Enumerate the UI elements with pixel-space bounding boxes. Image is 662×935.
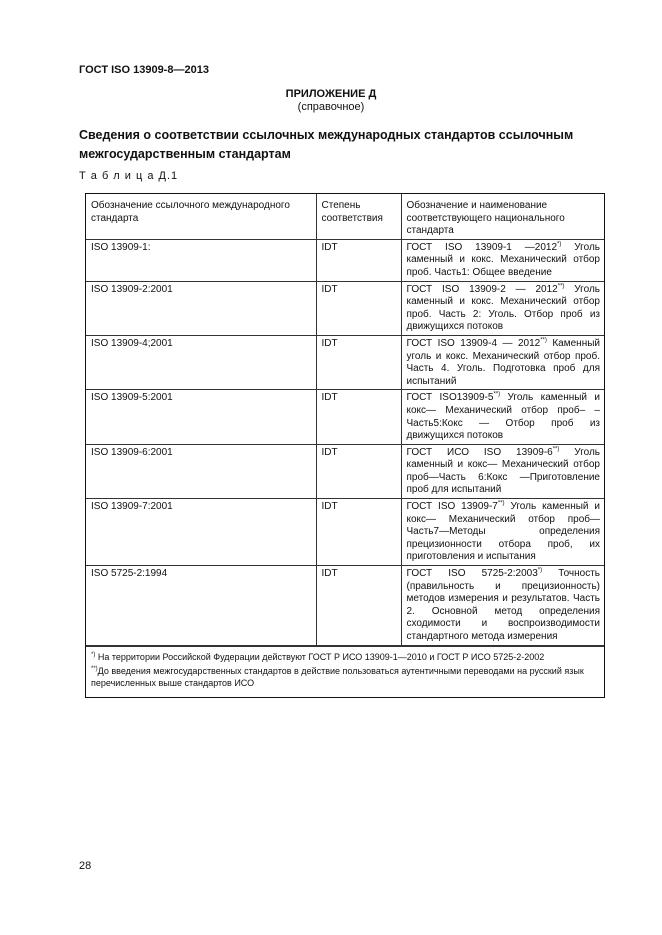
footnote-reference: **) xyxy=(497,500,505,507)
reference-standard-cell: ISO 13909-6:2001 xyxy=(86,444,316,498)
footnote-text: На территории Российской Фудерации действуют ГОСТ Р ИСО 13909-1—2010 и ГОСТ Р ИСО 5725-2-2002 xyxy=(95,651,545,662)
national-standard-cell xyxy=(401,335,604,389)
reference-standard-cell: ISO 13909-2:2001 xyxy=(86,281,316,335)
degree-cell: IDT xyxy=(316,566,401,646)
footnote-mark: **) xyxy=(91,665,98,672)
national-standard-cell xyxy=(401,444,604,498)
degree-cell: IDT xyxy=(316,281,401,335)
reference-standard-cell: ISO 13909-1: xyxy=(86,239,316,281)
section-title: Сведения о соответствии ссылочных международных стандартов ссылочным межгосударственным стандартам xyxy=(79,128,574,161)
table-footnotes xyxy=(86,646,604,697)
degree-cell: IDT xyxy=(316,499,401,566)
footnote-reference: *) xyxy=(557,241,562,248)
footnote-text: До введения межгосударственных стандартов в действие пользоваться аутентичными переводами на русский язык перечисленных выше стандартов ИСО xyxy=(91,665,584,688)
national-standard-cell xyxy=(401,281,604,335)
table-row xyxy=(86,281,604,335)
table-row xyxy=(86,444,604,498)
degree-cell: IDT xyxy=(316,335,401,389)
table-header-row xyxy=(86,194,604,239)
national-standard-cell xyxy=(401,239,604,281)
national-standard-code: ГОСТ ИСО ISO 13909-6 xyxy=(406,446,553,458)
document-code: ГОСТ ISO 13909-8—2013 xyxy=(79,64,209,76)
reference-standard-cell: ISO 13909-7:2001 xyxy=(86,499,316,566)
national-standard-cell xyxy=(401,499,604,566)
table-row xyxy=(86,239,604,281)
national-standard-title: Уголь каменный и кокс— Механический отбор проб– –Часть5:Кокс — Отбор проб из движущихся потоков xyxy=(406,392,600,442)
national-standard-code: ГОСТ ISO 13909-7 xyxy=(406,501,498,513)
header-national-standard: Обозначение и наименование соответствующего национального стандарта xyxy=(401,194,604,239)
footnote-mark: *) xyxy=(91,651,96,658)
table-row xyxy=(86,566,604,646)
national-standard-code: ГОСТ ISO 13909-1 —2012 xyxy=(406,241,558,253)
footnote-reference: **) xyxy=(540,337,547,344)
footnote-reference: **) xyxy=(493,391,501,398)
table-label: Т а б л и ц а Д.1 xyxy=(79,170,179,182)
appendix-title: ПРИЛОЖЕНИЕ Д xyxy=(285,88,377,100)
national-standard-code: ГОСТ ISO 13909-2 — 2012 xyxy=(406,283,558,295)
footnote xyxy=(91,651,599,663)
national-standard-code: ГОСТ ISO 13909-4 — 2012 xyxy=(406,337,541,349)
footnote-reference: **) xyxy=(557,283,565,290)
national-standard-code: ГОСТ ISO13909-5 xyxy=(406,392,494,404)
national-standard-code: ГОСТ ISO 5725-2:2003 xyxy=(406,568,538,580)
footnote-reference: **) xyxy=(552,446,560,453)
appendix-subtitle: (справочное) xyxy=(297,101,365,113)
national-standard-cell xyxy=(401,390,604,444)
national-standard-title: Уголь каменный и кокс. Механический отбор проб. Часть1: Общее введение xyxy=(406,241,600,278)
reference-standard-cell: ISO 13909-5:2001 xyxy=(86,390,316,444)
table-row xyxy=(86,335,604,389)
national-standard-title: Уголь каменный и кокс— Механический отбор проб—Часть 6:Кокс —Приготовление проб для испытаний xyxy=(406,446,601,496)
degree-cell: IDT xyxy=(316,239,401,281)
degree-cell: IDT xyxy=(316,390,401,444)
reference-standard-cell: ISO 5725-2:1994 xyxy=(86,566,316,646)
page-number: 28 xyxy=(79,860,92,872)
national-standard-title: Каменный уголь и кокс. Механический отбор проб. Часть 4. Уголь. Подготовка проб для испытаний xyxy=(406,337,600,387)
table-row xyxy=(86,390,604,444)
national-standard-title: Уголь каменный и кокс. Механический отбор проб. Часть 2: Уголь. Отбор проб из движущихся потоков xyxy=(406,283,600,333)
footnote xyxy=(91,665,599,689)
national-standard-cell xyxy=(401,566,604,646)
national-standard-title: Точность (правильность и прецизионность) методов измерения и результатов. Часть 2. Основной метод определения сходимости и воспроизводимости стандартного метода измерения xyxy=(406,568,601,642)
reference-standard-cell: ISO 13909-4;2001 xyxy=(86,335,316,389)
header-degree: Степень соответствия xyxy=(316,194,401,239)
correspondence-table xyxy=(85,193,605,698)
table-row xyxy=(86,499,604,566)
footnote-reference: *) xyxy=(537,567,543,574)
degree-cell: IDT xyxy=(316,444,401,498)
national-standard-title: Уголь каменный и кокс— Механический отбор проб—Часть7—Методы определения прецизионности отбора проб, их приготовления и испытания xyxy=(406,501,600,563)
header-reference-standard: Обозначение ссылочного международного стандарта xyxy=(86,194,316,239)
